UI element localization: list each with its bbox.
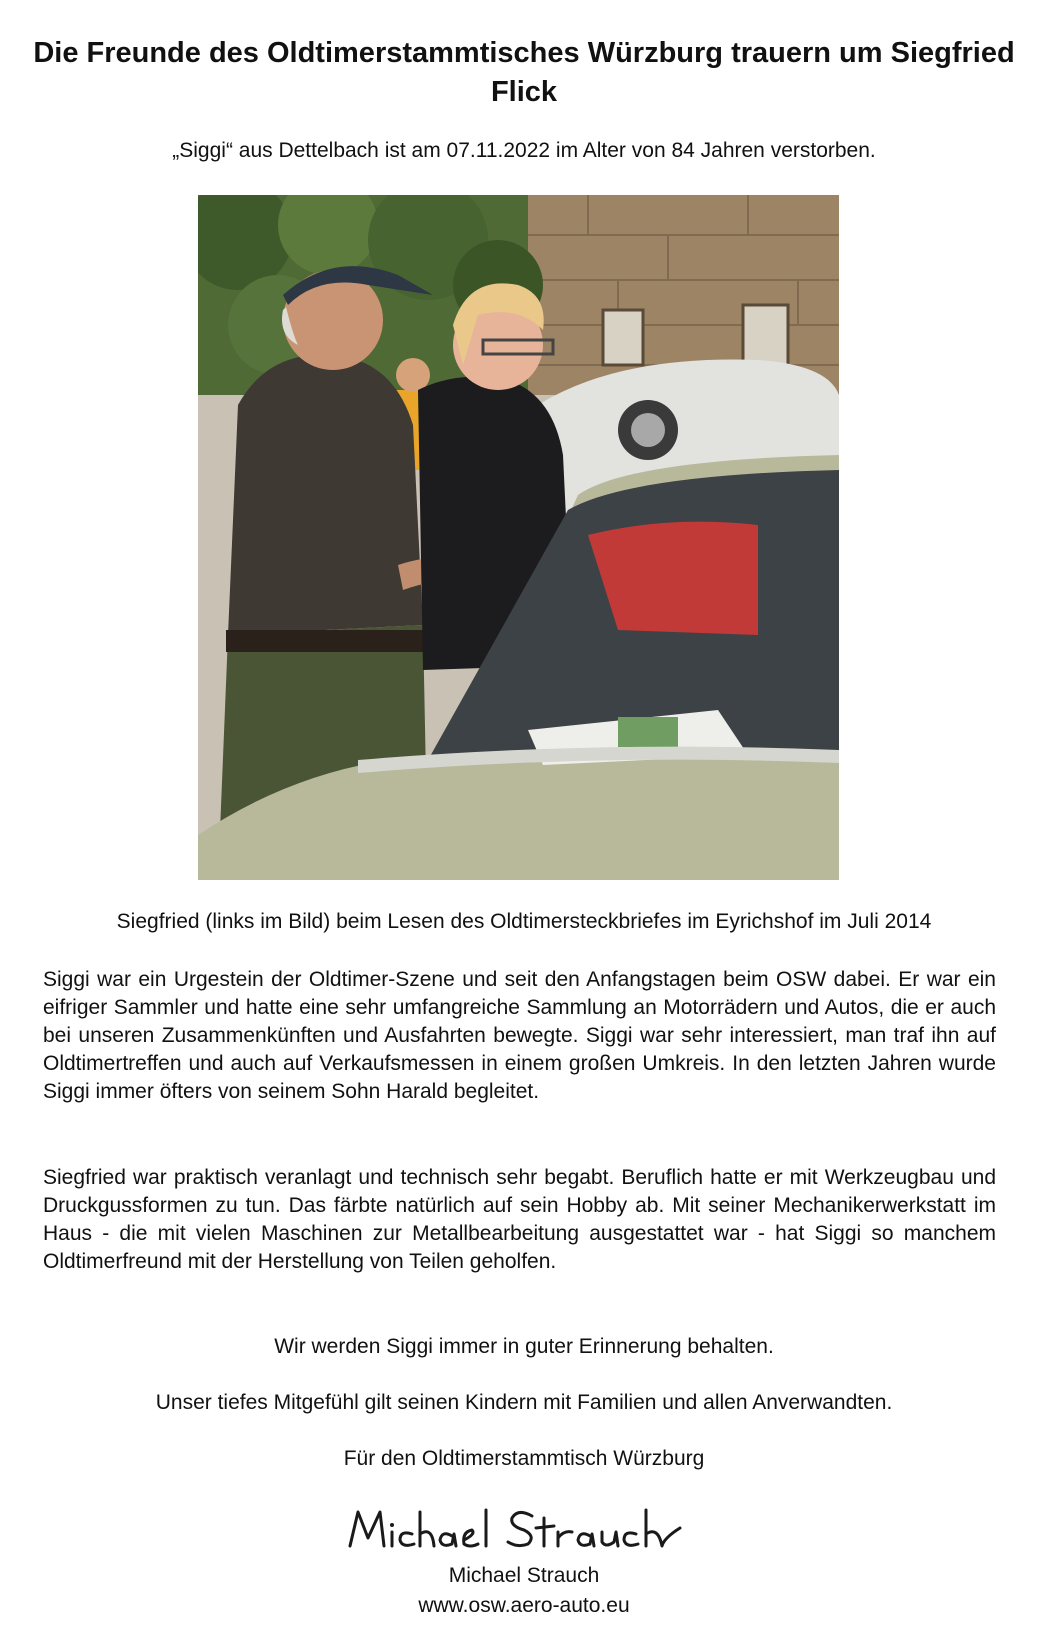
paragraph: Siegfried war praktisch veranlagt und technisch sehr begabt. Beruflich hatte er mit Werkzeugbau und Druckgussformen zu tun. Das färbte natürlich auf sein Hobby ab. Mit seiner Mechanikerwerkstatt im Haus - die mit vielen Maschinen zur Metallbearbeitung ausgestattet war - hat Siggi so manchem Oldtimerfreund mit der Herstellung von Teilen geholfen. [43, 1166, 996, 1273]
memorial-photo [198, 195, 839, 880]
closing-line: Für den Oldtimerstammtisch Würzburg [343, 1447, 705, 1470]
closing-line: Unser tiefes Mitgefühl gilt seinen Kindern mit Familien und allen Anverwandten. [155, 1391, 893, 1414]
website-link[interactable]: www.osw.aero-auto.eu [418, 1594, 630, 1617]
photo-caption: Siegfried (links im Bild) beim Lesen des Oldtimersteckbriefes im Eyrichshof im Juli 2014 [116, 910, 932, 933]
subtitle: „Siggi“ aus Dettelbach ist am 07.11.2022 im Alter von 84 Jahren verstorben. [172, 139, 876, 162]
page-title: Die Freunde des Oldtimerstammtisches Würzburg trauern um Siegfried Flick [33, 37, 1015, 108]
closing-line: Wir werden Siggi immer in guter Erinnerung behalten. [274, 1335, 774, 1358]
signer-name: Michael Strauch [448, 1564, 600, 1587]
handwritten-signature [300, 1498, 740, 1558]
paragraph: Siggi war ein Urgestein der Oldtimer-Szene und seit den Anfangstagen beim OSW dabei. Er war ein eifriger Sammler und hatte eine sehr umfangreiche Sammlung an Motorrädern und Autos, die er auch bei unseren Zusammenkünften und Ausfahrten bewegte. Siggi war sehr interessiert, man traf ihn auf Oldtimertreffen und auch auf Verkaufsmessen in einem großen Umkreis. In den letzten Jahren wurde Siggi immer öfters von seinem Sohn Harald begleitet. [43, 968, 996, 1103]
